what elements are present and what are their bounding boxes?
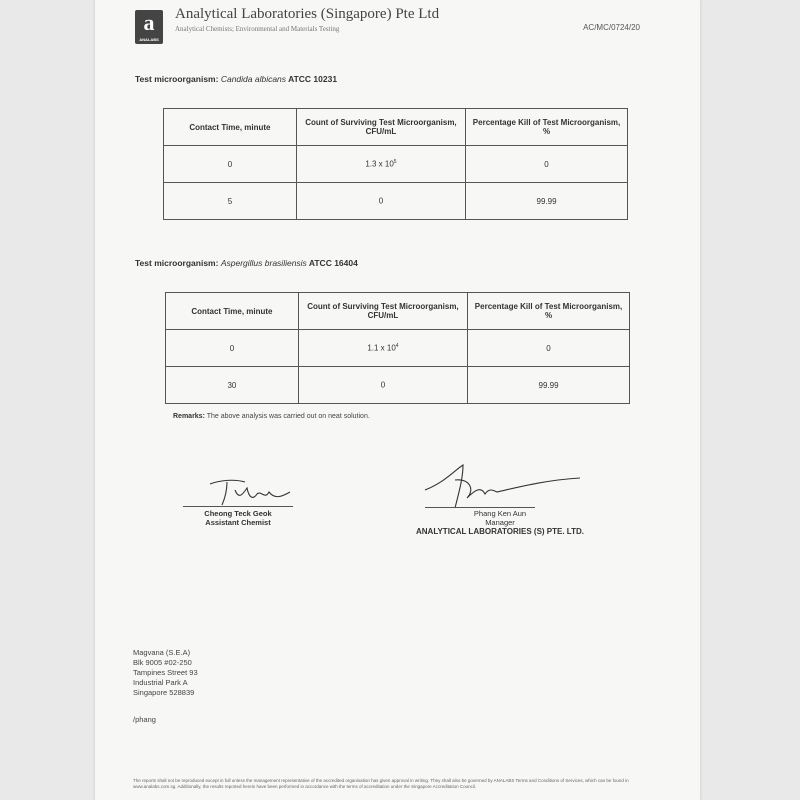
table-row xyxy=(166,330,630,367)
report-reference: AC/MC/0724/20 xyxy=(583,23,640,32)
count-cell: 0 xyxy=(298,367,467,404)
kill-cell: 0 xyxy=(468,330,630,367)
signatory-org: ANALYTICAL LABORATORIES (S) PTE. LTD. xyxy=(415,527,584,536)
address-line: Magvana (S.E.A) xyxy=(133,648,191,657)
signatory-1 xyxy=(183,509,293,527)
address-line: Industrial Park A xyxy=(133,678,188,687)
signature-line xyxy=(425,507,535,508)
signatory-title: Assistant Chemist xyxy=(205,518,271,527)
recipient-address xyxy=(133,648,198,698)
column-header: Count of Surviving Test Microorganism, CFU/mL xyxy=(298,293,467,330)
table-row xyxy=(164,146,628,183)
column-header: Contact Time, minute xyxy=(164,109,297,146)
test-title-1: Test microorganism: Candida albicans ATCC 10231 xyxy=(135,74,338,84)
company-name: Analytical Laboratories (Singapore) Pte Ltd xyxy=(175,6,440,22)
initials: /phang xyxy=(133,715,156,724)
count-cell: 1.1 x $10^4$ xyxy=(298,330,467,367)
address-line: Tampines Street 93 xyxy=(133,668,198,677)
contact-time-cell: 0 xyxy=(166,330,299,367)
results-table-2 xyxy=(165,292,630,404)
signatory-2 xyxy=(385,509,615,536)
logo-letter: a xyxy=(143,10,155,35)
column-header: Percentage Kill of Test Microorganism, % xyxy=(468,293,630,330)
company-logo xyxy=(135,10,163,44)
kill-cell: 99.99 xyxy=(468,367,630,404)
company-tagline: Analytical Chemists; Environmental and Materials Testing xyxy=(175,25,340,33)
address-line: Blk 9005 #02-250 xyxy=(133,658,192,667)
signatory-name: Cheong Teck Geok xyxy=(204,509,272,518)
footer-disclaimer: The reports shall not be reproduced except in full unless the management representative of the accredited organisation has given approval in writing. They shall also be governed by ANALABS Terms and Conditions of Services, which can be found in www.analabs.com.sg. Additionally, the results reported herein have been performed in accordance with the terms of accreditation under the Singapore Accreditation Council. xyxy=(133,778,629,789)
address-line: Singapore 528839 xyxy=(133,688,195,697)
remarks xyxy=(173,413,370,420)
contact-time-cell: 5 xyxy=(164,183,297,220)
test-title-2: Test microorganism: Aspergillus brasiliensis ATCC 16404 xyxy=(135,258,358,268)
organism-name: Candida albicans xyxy=(220,74,287,84)
contact-time-cell: 30 xyxy=(166,367,299,404)
table-row xyxy=(166,367,630,404)
results-table-1 xyxy=(163,108,628,220)
signatory-title: Manager xyxy=(485,518,515,527)
kill-cell: 0 xyxy=(466,146,628,183)
table-header-row xyxy=(166,293,630,330)
table-header-row xyxy=(164,109,628,146)
column-header: Count of Surviving Test Microorganism, CFU/mL xyxy=(296,109,465,146)
column-header: Percentage Kill of Test Microorganism, % xyxy=(466,109,628,146)
logo-caption: ANALABS xyxy=(139,37,159,42)
remarks-label: Remarks: xyxy=(173,413,205,420)
contact-time-cell: 0 xyxy=(164,146,297,183)
signature-line xyxy=(183,506,293,507)
organism-name: Aspergillus brasiliensis xyxy=(220,258,307,268)
column-header: Contact Time, minute xyxy=(166,293,299,330)
document-page xyxy=(95,0,700,800)
kill-cell: 99.99 xyxy=(466,183,628,220)
table-row xyxy=(164,183,628,220)
remarks-text: The above analysis was carried out on neat solution. xyxy=(206,413,370,420)
count-cell: 0 xyxy=(296,183,465,220)
count-cell: 1.3 x $10^5$ xyxy=(296,146,465,183)
signature-1 xyxy=(205,470,300,510)
signatory-name: Phang Ken Aun xyxy=(473,509,527,518)
